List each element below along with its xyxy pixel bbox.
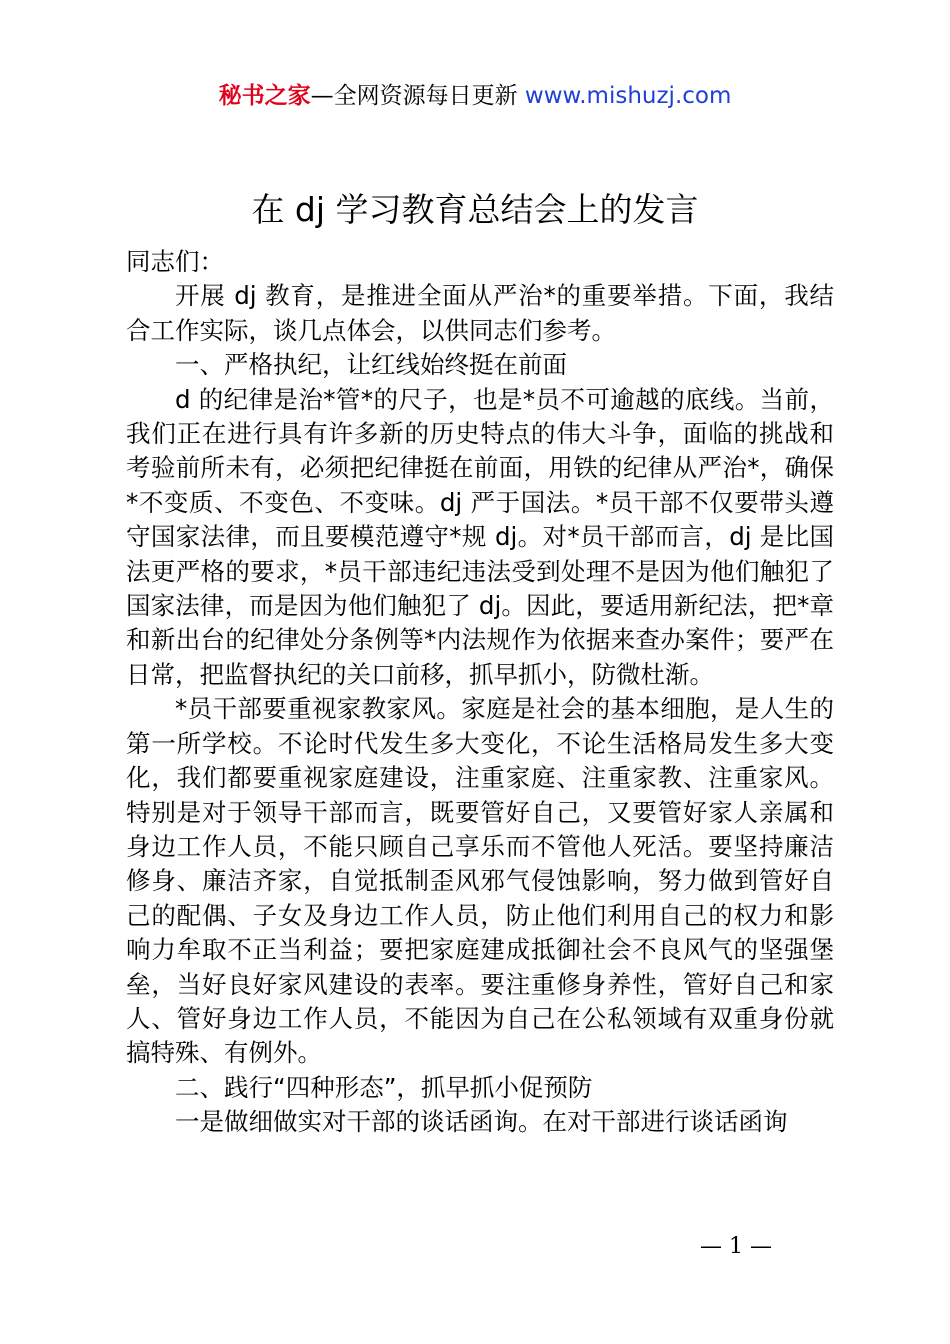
section-heading-1: 一、严格执纪，让红线始终挺在前面 [175, 350, 567, 380]
site-brand: 秘书之家 [218, 83, 311, 109]
page-number: — 1 — [700, 1234, 772, 1259]
body-paragraph: *员干部要重视家教家风。家庭是社会的基本细胞，是人生的第一所学校。不论时代发生多大变化，不论生活格局发生多大变化，我们都要重视家庭建设，注重家庭、注重家教、注重家风。特别是对于领导干部而言，既要管好自己，又要管好家人亲属和身边工作人员，不能只顾自己享乐而不管他人死活。要坚持廉洁修身、廉洁齐家，自觉抵制歪风邪气侵蚀影响，努力做到管好自己的配偶、子女及身边工作人员，防止他们利用自己的权力和影响力牟取不正当利益；要把家庭建成抵御社会不良风气的坚强堡垒，当好良好家风建设的表率。要注重修身养性，管好自己和家人、管好身边工作人员，不能因为自己在公私领域有双重身份就搞特殊、有例外。 [126, 694, 834, 1068]
salutation: 同志们： [126, 247, 224, 276]
site-banner [0, 80, 950, 112]
site-slogan: —全网资源每日更新 [310, 83, 525, 109]
document-title: 在 dj 学习教育总结会上的发言 [251, 190, 699, 229]
site-url-link[interactable]: www.mishuzj.com [524, 83, 732, 109]
document-body [126, 245, 834, 1140]
body-paragraph: 一是做细做实对干部的谈话函询。在对干部进行谈话函询 [175, 1107, 788, 1137]
intro-paragraph: 开展 dj 教育，是推进全面从严治*的重要举措。下面，我结合工作实际，谈几点体会，以供同志们参考。 [126, 281, 834, 345]
body-paragraph: d 的纪律是治*管*的尺子，也是*员不可逾越的底线。当前，我们正在进行具有许多新的历史特点的伟大斗争，面临的挑战和考验前所未有，必须把纪律挺在前面，用铁的纪律从严治*，确保*不变质、不变色、不变味。dj 严于国法。*员干部不仅要带头遵守国家法律，而且要模范遵守*规 dj。对*员干部而言，dj 是比国法更严格的要求，*员干部违纪违法受到处理不是因为他们触犯了国家法律，而是因为他们触犯了 dj。因此，要适用新纪法，把*章和新出台的纪律处分条例等*内法规作为依据来查办案件；要严在日常，把监督执纪的关口前移，抓早抓小，防微杜渐。 [126, 384, 834, 689]
section-heading-2: 二、践行“四种形态”，抓早抓小促预防 [175, 1072, 593, 1102]
